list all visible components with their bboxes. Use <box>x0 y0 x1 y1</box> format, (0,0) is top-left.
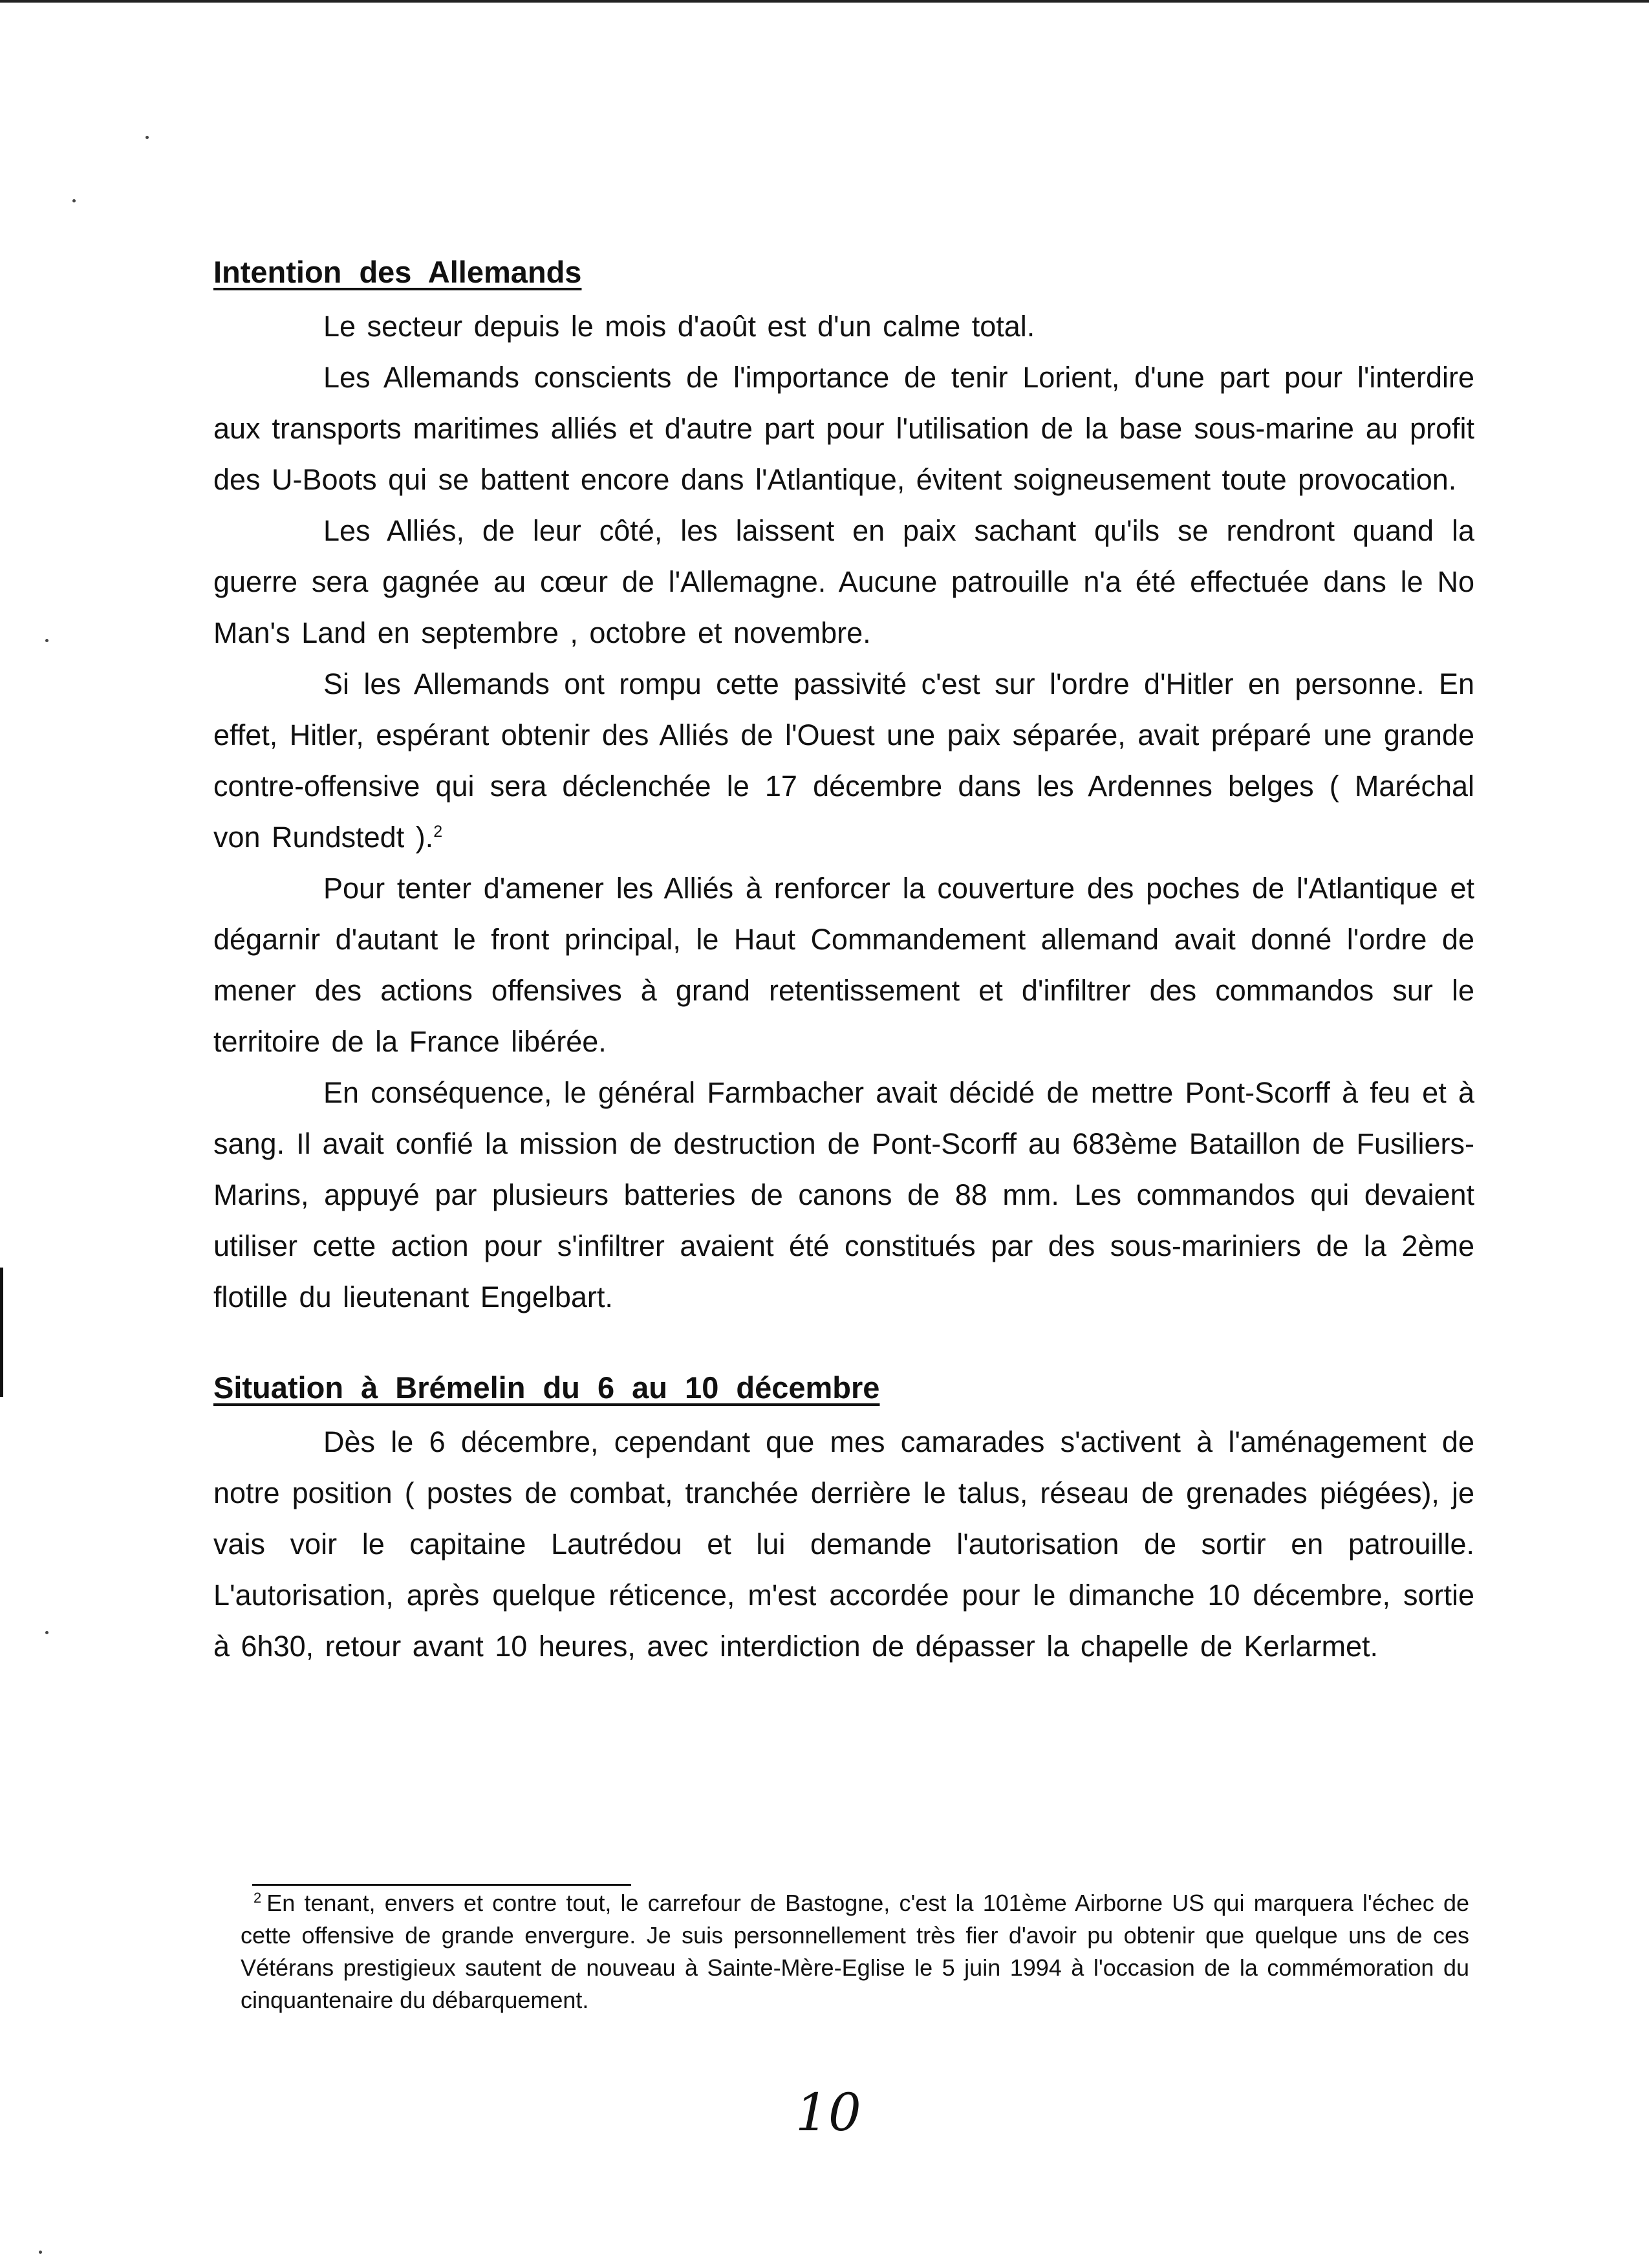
scan-left-edge-mark <box>0 1268 3 1397</box>
section-heading-situation: Situation à Brémelin du 6 au 10 décembre <box>213 1370 880 1405</box>
paragraph: Dès le 6 décembre, cependant que mes camarades s'activent à l'aménagement de notre position ( postes de combat, tranchée derrière le talus, réseau de grenades piégées), je vais voir le capitaine Lautrédou et lui demande l'autorisation de sortir en patrouille. L'autorisation, après quelque réticence, m'est accordée pour le dimanche 10 décembre, sortie à 6h30, retour avant 10 heures, avec interdiction de dépasser la chapelle de Kerlarmet. <box>213 1425 1474 1663</box>
footnote-reference: 2 <box>433 823 443 841</box>
footnote <box>241 1887 1469 2016</box>
scan-speck <box>45 1631 48 1634</box>
page-number: 10 <box>795 2082 861 2143</box>
scan-top-border <box>0 0 1649 3</box>
paragraph-with-footnote <box>213 658 1474 863</box>
footnote-separator <box>252 1884 631 1886</box>
paragraph-text: Si les Allemands ont rompu cette passivité c'est sur l'ordre d'Hitler en personne. En effet, Hitler, espérant obtenir des Alliés de l'Ouest une paix séparée, avait préparé une grande contre-offensive qui sera déclenchée le 17 décembre dans les Ardennes belges ( Maréchal von Rundstedt ). <box>213 667 1474 854</box>
footnote-text: En tenant, envers et contre tout, le carrefour de Bastogne, c'est la 101ème Airborne US qui marquera l'échec de cette offensive de grande envergure. Je suis personnellement très fier d'avoir pu obtenir que quelque uns de ces Vétérans prestigieux sautent de nouveau à Sainte-Mère-Eglise le 5 juin 1994 à l'occasion de la commémoration du cinquantenaire du débarquement. <box>241 1890 1469 2013</box>
section-spacer <box>213 1323 1474 1368</box>
paragraph: Pour tenter d'amener les Alliés à renforcer la couverture des poches de l'Atlantique et dégarnir d'autant le front principal, le Haut Commandement allemand avait donné l'ordre de mener des actions offensives à grand retentissement et d'infiltrer des commandos sur le territoire de la France libérée. <box>213 872 1474 1059</box>
paragraph: Les Alliés, de leur côté, les laissent en paix sachant qu'ils se rendront quand la guerre sera gagnée au cœur de l'Allemagne. Aucune patrouille n'a été effectuée dans le No Man's Land en septembre , octobre et novembre. <box>213 514 1474 650</box>
main-text <box>213 252 1474 1672</box>
scan-speck <box>39 2251 42 2254</box>
scan-speck <box>146 136 149 139</box>
paragraph: Les Allemands conscients de l'importance de tenir Lorient, d'une part pour l'interdire aux transports maritimes alliés et d'autre part pour l'utilisation de la base sous-marine au profit des U-Boots qui se battent encore dans l'Atlantique, évitent soigneusement toute provocation. <box>213 361 1474 497</box>
scan-speck <box>45 639 48 642</box>
paragraph: Le secteur depuis le mois d'août est d'un calme total. <box>323 310 1035 343</box>
scan-speck <box>72 199 76 202</box>
section-heading-intention: Intention des Allemands <box>213 255 582 289</box>
paragraph: En conséquence, le général Farmbacher avait décidé de mettre Pont-Scorff à feu et à sang. Il avait confié la mission de destruction de Pont-Scorff au 683ème Bataillon de Fusiliers-Marins, appuyé par plusieurs batteries de canons de 88 mm. Les commandos qui devaient utiliser cette action pour s'infiltrer avaient été constitués par des sous-mariniers de la 2ème flotille du lieutenant Engelbart. <box>213 1076 1474 1314</box>
footnote-number: 2 <box>253 1890 262 1906</box>
